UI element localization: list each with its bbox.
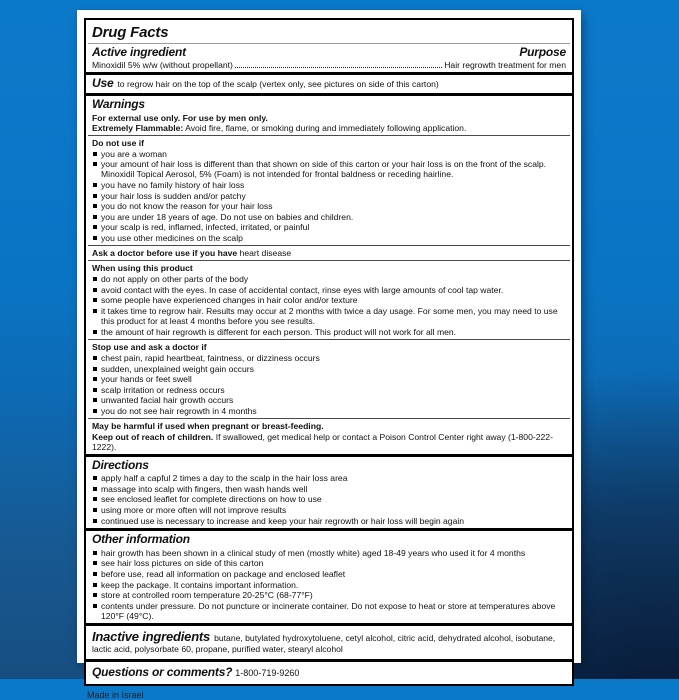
external-use-text: For external use only. For use by men only.	[92, 112, 268, 123]
list-item: your scalp is red, inflamed, infected, irritated, or painful	[92, 222, 566, 232]
other-information-section	[86, 531, 572, 623]
list-item: your hands or feet swell	[92, 374, 566, 384]
list-item: continued use is necessary to increase and keep your hair regrowth or hair loss will begin again	[92, 516, 566, 526]
bullet-icon	[93, 152, 97, 156]
list-item: you are under 18 years of age. Do not use on babies and children.	[92, 212, 566, 222]
when-using-section	[86, 261, 572, 339]
list-item: massage into scalp with fingers, then wash hands well	[92, 484, 566, 494]
bullet-icon	[93, 330, 97, 334]
bullet-icon	[93, 583, 97, 587]
drug-facts-title: Drug Facts	[92, 24, 169, 41]
drug-facts-label-card	[77, 10, 581, 700]
list-item: see hair loss pictures on side of this carton	[92, 558, 566, 568]
bullet-icon	[93, 183, 97, 187]
ask-doctor-section	[86, 246, 572, 260]
bullet-icon	[93, 388, 97, 392]
bullet-icon	[93, 497, 97, 501]
list-item: using more or more often will not improve results	[92, 505, 566, 515]
inactive-ingredients-text: butane, butylated hydroxytoluene, cetyl alcohol, citric acid, dehydrated alcohol, isobutane, lactic acid, polysorbate 60, propane, purified water, stearyl alcohol	[92, 633, 556, 655]
bullet-icon	[93, 225, 97, 229]
bullet-icon	[93, 356, 97, 360]
list-item: it takes time to regrow hair. Results may occur at 2 months with twice a day usage. For some men, you may need to use this product for at least 4 months before you see results.	[92, 306, 566, 326]
questions-heading: Questions or comments?	[92, 664, 233, 679]
bullet-icon	[93, 236, 97, 240]
ask-doctor-text: heart disease	[239, 248, 292, 259]
other-information-heading: Other information	[92, 532, 190, 547]
list-item: unwanted facial hair growth occurs	[92, 395, 566, 405]
dotted-leader	[235, 67, 442, 68]
drug-facts-box	[84, 18, 574, 686]
list-item: the amount of hair regrowth is different for each person. This product will not work for all men.	[92, 327, 566, 337]
bullet-icon	[93, 298, 97, 302]
bullet-icon	[93, 288, 97, 292]
bullet-icon	[93, 277, 97, 281]
use-section	[86, 75, 572, 93]
bullet-icon	[93, 508, 97, 512]
list-item: your amount of hair loss is different than that shown on side of this carton or your hair loss is on the front of the scalp. Minoxidil Topical Aerosol, 5% (Foam) is not intended for frontal baldness or receding hairline.	[92, 159, 566, 179]
list-item: sudden, unexplained weight gain occurs	[92, 364, 566, 374]
bullet-icon	[93, 162, 97, 166]
list-item: avoid contact with the eyes. In case of accidental contact, rinse eyes with large amounts of cool tap water.	[92, 285, 566, 295]
bullet-icon	[93, 572, 97, 576]
bullet-icon	[93, 194, 97, 198]
list-item: chest pain, rapid heartbeat, faintness, or dizziness occurs	[92, 353, 566, 363]
inactive-ingredients-heading: Inactive ingredients	[92, 629, 211, 645]
bullet-icon	[93, 593, 97, 597]
bullet-icon	[93, 309, 97, 313]
bullet-icon	[93, 215, 97, 219]
warnings-intro-section	[86, 96, 572, 135]
bullet-icon	[93, 561, 97, 565]
questions-phone: 1-800-719-9260	[235, 667, 300, 678]
do-not-use-section	[86, 136, 572, 245]
list-item: your hair loss is sudden and/or patchy	[92, 191, 566, 201]
list-item: hair growth has been shown in a clinical study of men (mostly white) aged 18-49 years who used it for 4 months	[92, 548, 566, 558]
list-item: some people have experienced changes in hair color and/or texture	[92, 295, 566, 305]
do-not-use-heading: Do not use if	[92, 137, 145, 148]
list-item: before use, read all information on package and enclosed leaflet	[92, 569, 566, 579]
bullet-icon	[93, 476, 97, 480]
made-in-text: Made in Israel	[87, 690, 144, 700]
directions-heading: Directions	[92, 457, 149, 472]
list-item: store at controlled room temperature 20-25°C (68-77°F)	[92, 590, 566, 600]
stop-use-heading: Stop use and ask a doctor if	[92, 342, 207, 353]
inactive-ingredients-section	[86, 626, 572, 658]
bullet-icon	[93, 551, 97, 555]
list-item: you have no family history of hair loss	[92, 180, 566, 190]
use-heading: Use	[92, 76, 114, 91]
list-item: you use other medicines on the scalp	[92, 233, 566, 243]
bullet-icon	[93, 604, 97, 608]
ask-doctor-heading: Ask a doctor before use if you have	[92, 248, 238, 259]
list-item: contents under pressure. Do not puncture or incinerate container. Do not expose to heat or store at temperatures above 120°F (49°C).	[92, 601, 566, 621]
list-item: you are a woman	[92, 149, 566, 159]
list-item: scalp irritation or redness occurs	[92, 385, 566, 395]
keep-out-text: Keep out of reach of children. If swallowed, get medical help or contact a Poison Control Center right away (1-800-222-1222).	[92, 431, 553, 452]
bullet-icon	[93, 367, 97, 371]
questions-section	[86, 662, 572, 685]
list-item: see enclosed leaflet for complete directions on how to use	[92, 494, 566, 504]
warnings-heading: Warnings	[92, 96, 145, 111]
active-ingredient-section	[86, 44, 572, 72]
list-item: do not apply on other parts of the body	[92, 274, 566, 284]
stop-use-section	[86, 340, 572, 418]
directions-section	[86, 457, 572, 529]
bullet-icon	[93, 398, 97, 402]
bullet-icon	[93, 204, 97, 208]
bullet-icon	[93, 519, 97, 523]
purpose-value: Hair regrowth treatment for men	[444, 60, 566, 71]
bullet-icon	[93, 409, 97, 413]
active-ingredient-heading: Active ingredient	[92, 45, 186, 60]
when-using-heading: When using this product	[92, 263, 193, 274]
active-ingredient-name: Minoxidil 5% w/w (without propellant)	[92, 60, 233, 71]
bullet-icon	[93, 487, 97, 491]
pregnancy-children-section	[86, 419, 572, 453]
list-item: apply half a capful 2 times a day to the scalp in the hair loss area	[92, 473, 566, 483]
bullet-icon	[93, 377, 97, 381]
list-item: you do not know the reason for your hair loss	[92, 201, 566, 211]
list-item: keep the package. It contains important information.	[92, 580, 566, 590]
flammable-text: Extremely Flammable: Avoid fire, flame, or smoking during and immediately following application.	[92, 122, 467, 133]
use-text: to regrow hair on the top of the scalp (vertex only, see pictures on side of this carton)	[117, 79, 439, 90]
harmful-text: May be harmful if used when pregnant or breast-feeding.	[92, 421, 324, 432]
purpose-heading: Purpose	[519, 45, 566, 60]
list-item: you do not see hair regrowth in 4 months	[92, 406, 566, 416]
